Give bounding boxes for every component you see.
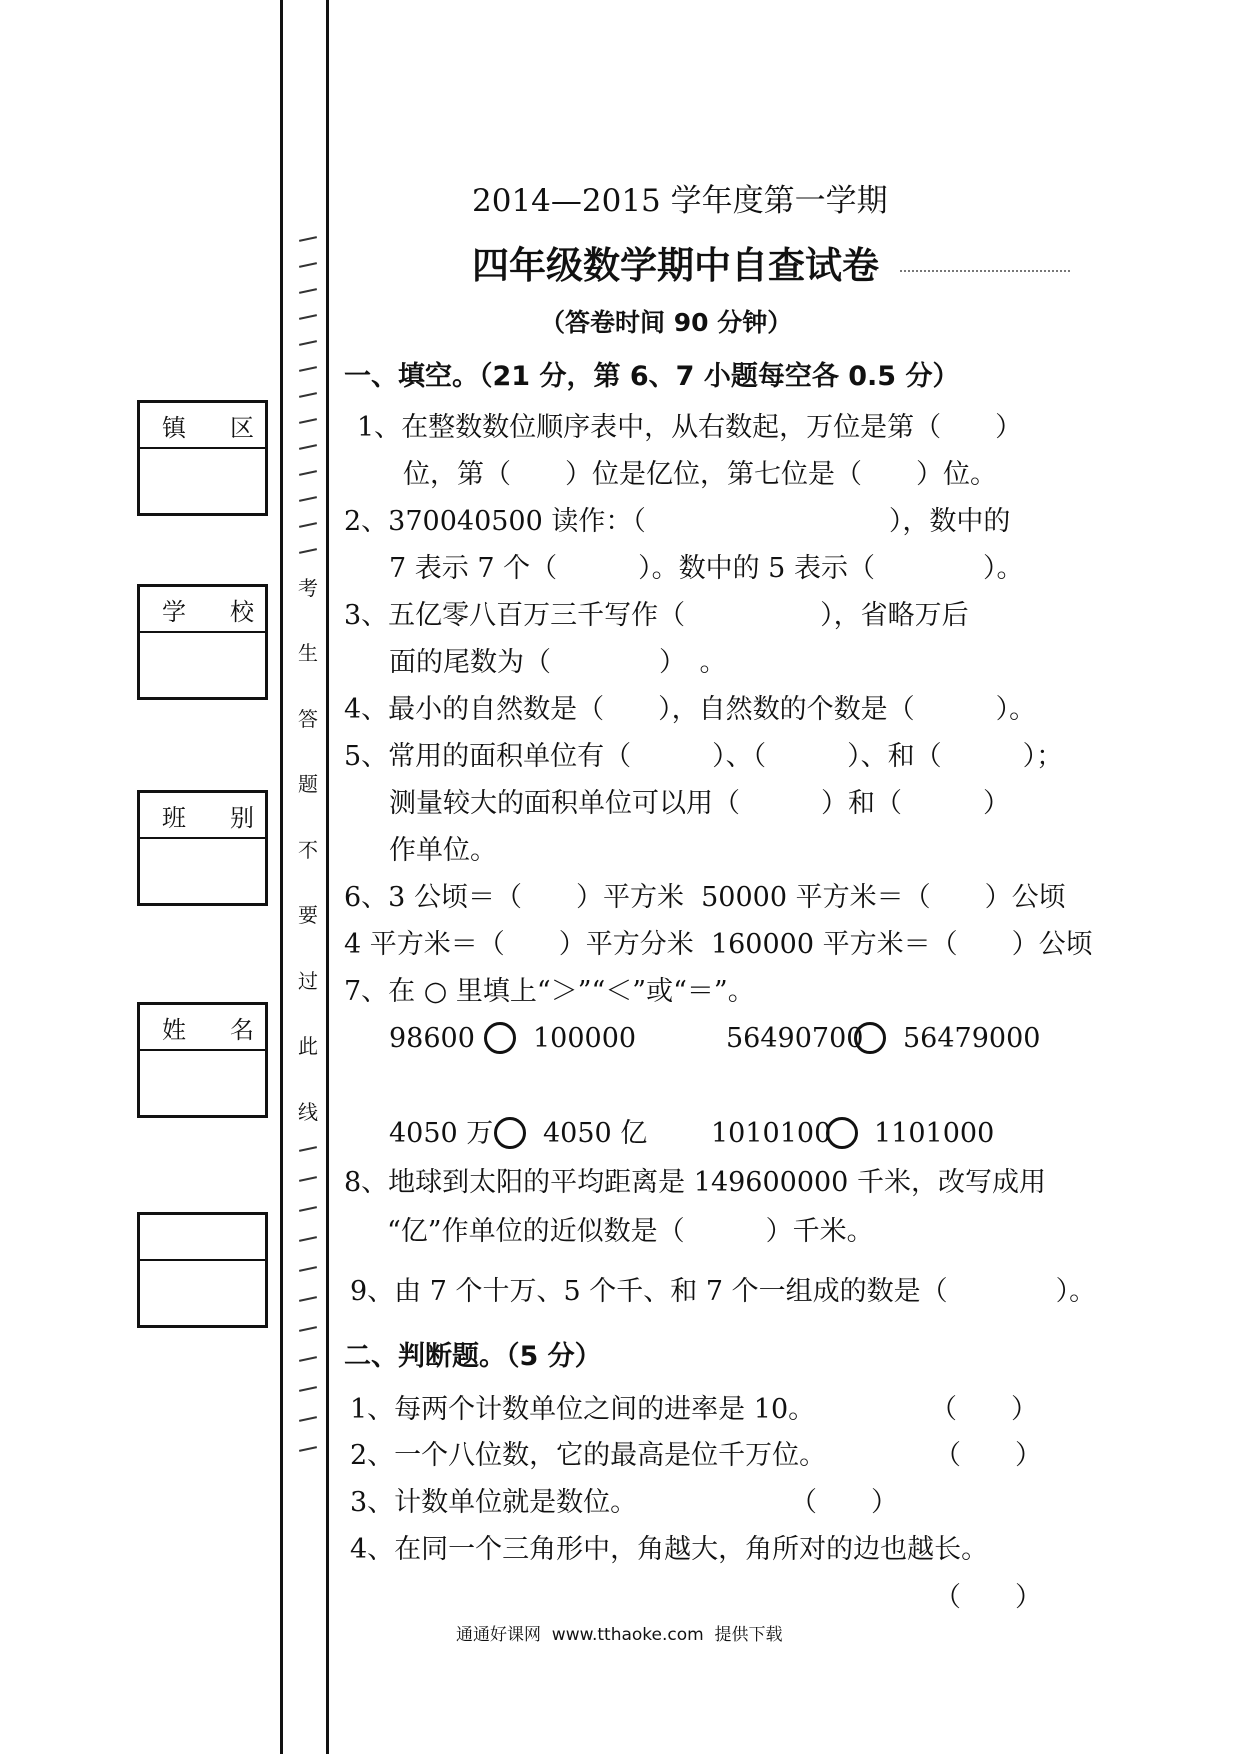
margin-char: 要 — [298, 903, 318, 927]
binding-line-left — [280, 0, 283, 1754]
compare-right-value: 56479000 — [903, 1023, 1041, 1054]
name-box — [137, 1002, 268, 1118]
q8-line2: “亿”作单位的近似数是（ ）千米。 — [387, 1216, 874, 1247]
q4-line: 4、最小的自然数是（ ），自然数的个数是（ ）。 — [344, 694, 1037, 725]
blank-box — [137, 1212, 268, 1328]
year-line: 2014—2015 学年度第一学期 — [472, 183, 888, 219]
compare-right-value: 4050 亿 — [543, 1118, 648, 1149]
q3-line1: 3、五亿零八百万三千写作（ ），省略万后 — [344, 600, 969, 631]
margin-char: 答 — [298, 707, 318, 731]
time-note: （答卷时间 90 分钟） — [540, 308, 793, 337]
compare-right-value: 1101000 — [874, 1118, 995, 1149]
q6-line1: 6、3 公顷＝（ ）平方米 50000 平方米＝（ ）公顷 — [344, 882, 1066, 913]
town-district-box — [137, 400, 268, 516]
binding-line-right — [326, 0, 329, 1754]
section2-heading: 二、判断题。（5 分） — [344, 1341, 602, 1372]
box-label: 姓 — [162, 1015, 188, 1044]
compare-circle[interactable] — [854, 1022, 886, 1054]
box-label: 镇 — [162, 413, 188, 442]
compare-right-value: 100000 — [533, 1023, 637, 1054]
q3-line2: 面的尾数为（ ） 。 — [389, 647, 727, 678]
compare-circle[interactable] — [484, 1022, 516, 1054]
box-label: 校 — [230, 597, 256, 626]
q1-line1: 1、在整数数位顺序表中，从右数起，万位是第（ ） — [357, 412, 1023, 443]
q2-line2: 7 表示 7 个（ ）。数中的 5 表示（ ）。 — [389, 553, 1024, 584]
margin-char: 此 — [298, 1034, 318, 1058]
box-label: 名 — [230, 1015, 256, 1044]
judge-answer-blank[interactable]: （ ） — [934, 1582, 1042, 1613]
section1-heading: 一、填空。（21 分，第 6、7 小题每空各 0.5 分） — [344, 361, 960, 392]
judge-answer-blank[interactable]: （ ） — [930, 1394, 1038, 1425]
compare-circle[interactable] — [494, 1117, 526, 1149]
margin-char: 线 — [298, 1100, 318, 1124]
judge-item: 4、在同一个三角形中，角越大，角所对的边也越长。 — [350, 1534, 989, 1565]
box-label: 学 — [162, 597, 188, 626]
margin-char: 考 — [298, 576, 318, 600]
page-title: 四年级数学期中自查试卷 — [472, 244, 879, 287]
footer-credit: 通通好课网 www.tthaoke.com 提供下载 — [456, 1625, 783, 1645]
box-label: 班 — [162, 803, 188, 832]
q8-line1: 8、地球到太阳的平均距离是 149600000 千米，改写成用 — [344, 1167, 1046, 1198]
margin-char: 不 — [298, 838, 318, 862]
margin-char: 题 — [298, 772, 318, 796]
q1-line2: 位，第（ ）位是亿位，第七位是（ ）位。 — [403, 459, 997, 490]
compare-left-value: 1010100 — [711, 1118, 832, 1149]
compare-left-value: 56490700 — [726, 1023, 864, 1054]
q5-line1: 5、常用的面积单位有（ ）、（ ）、和（ ）； — [344, 741, 1064, 772]
judge-item: 1、每两个计数单位之间的进率是 10。 — [350, 1394, 816, 1425]
judge-answer-blank[interactable]: （ ） — [934, 1440, 1042, 1471]
box-label: 别 — [230, 803, 256, 832]
compare-left-value: 98600 — [389, 1023, 475, 1054]
compare-left-value: 4050 万 — [389, 1118, 494, 1149]
q6-line2: 4 平方米＝（ ）平方分米 160000 平方米＝（ ）公顷 — [344, 929, 1093, 960]
margin-char: 过 — [298, 969, 318, 993]
judge-item: 3、计数单位就是数位。 — [350, 1487, 638, 1518]
class-box — [137, 790, 268, 906]
q2-line1: 2、370040500 读作：（ ），数中的 — [344, 506, 1011, 537]
box-label: 区 — [230, 413, 256, 442]
judge-item: 2、一个八位数，它的最高是位千万位。 — [350, 1440, 827, 1471]
q7-line: 7、在 ○ 里填上“＞”“＜”或“＝”。 — [344, 976, 755, 1007]
compare-circle[interactable] — [826, 1117, 858, 1149]
q5-line2: 测量较大的面积单位可以用（ ）和（ ） — [389, 788, 1010, 819]
school-box — [137, 584, 268, 700]
q9-line: 9、由 7 个十万、5 个千、和 7 个一组成的数是（ ）。 — [350, 1276, 1097, 1307]
judge-answer-blank[interactable]: （ ） — [790, 1487, 898, 1518]
q5-line3: 作单位。 — [389, 835, 497, 866]
dotted-rule — [900, 270, 1070, 272]
margin-char: 生 — [298, 641, 318, 665]
